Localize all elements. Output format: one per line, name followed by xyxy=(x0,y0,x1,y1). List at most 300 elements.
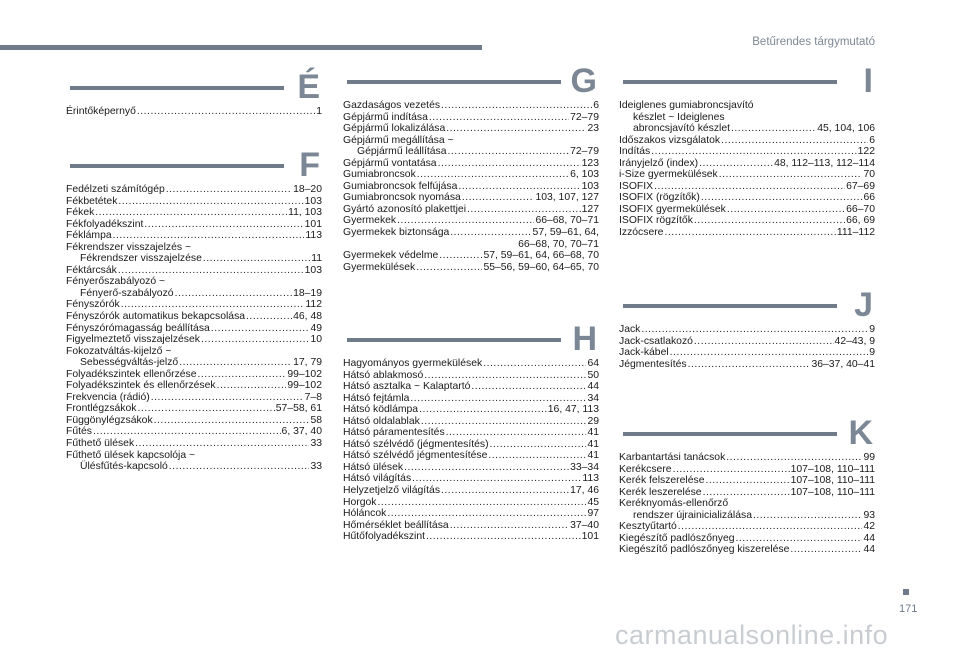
entry-pages: 99 xyxy=(863,452,875,463)
entry-label: Fékek xyxy=(66,207,95,219)
entry-label: Jack-csatlakozó xyxy=(619,335,693,347)
entry-label: Fényerőszabályozó ~ xyxy=(66,276,166,288)
index-entry xyxy=(66,415,322,427)
index-entry xyxy=(66,196,322,208)
entry-label: Gépjármű leállítása xyxy=(357,146,447,158)
index-entry xyxy=(619,146,875,158)
dot-leader xyxy=(438,158,581,170)
index-entry xyxy=(66,403,322,415)
entry-label: Féktárcsák xyxy=(66,264,117,276)
entry-label: Hátsó ülések xyxy=(343,461,404,473)
entry-label: Hátsó fejtámla xyxy=(343,392,410,404)
index-entry xyxy=(619,544,875,556)
index-entry xyxy=(66,276,322,288)
section-rule xyxy=(623,304,837,308)
dot-leader xyxy=(448,146,570,158)
entry-pages: 113 xyxy=(582,473,599,485)
dot-leader xyxy=(678,521,863,533)
dot-leader xyxy=(246,311,292,323)
dot-leader xyxy=(166,184,292,196)
index-entry xyxy=(66,334,322,346)
index-entry xyxy=(66,106,322,118)
dot-leader xyxy=(462,192,535,204)
dot-leader xyxy=(137,403,274,415)
index-entry xyxy=(619,158,875,170)
entry-pages: 10 xyxy=(310,334,322,346)
entry-label: Hátsó asztalka ~ Kalaptartó xyxy=(343,381,471,393)
dot-leader xyxy=(175,288,293,300)
dot-leader xyxy=(721,135,868,147)
entry-label: ISOFIX rögzítők xyxy=(619,215,693,227)
entry-label: Hűtőfolyadékszint xyxy=(343,531,426,543)
index-entry xyxy=(619,359,875,371)
entry-label: Ideiglenes gumiabroncsjavító xyxy=(619,100,754,111)
entry-label: Jack-kábel xyxy=(619,347,669,359)
entry-pages: 36–37, 40–41 xyxy=(811,358,875,370)
entry-label: Folyadékszintek ellenőrzése xyxy=(66,368,197,380)
entry-pages: 101 xyxy=(304,218,322,230)
entry-label: Hátsó világítás xyxy=(343,473,412,485)
index-entry xyxy=(66,253,322,265)
dot-leader xyxy=(664,227,835,239)
index-entry xyxy=(66,438,322,450)
entry-pages: 72–79 xyxy=(570,146,599,158)
entry-label: Gépjármű vontatása xyxy=(343,157,437,169)
entry-pages: 64 xyxy=(587,358,599,369)
dot-leader xyxy=(144,219,303,231)
section-header xyxy=(343,62,599,100)
entry-pages: 6 xyxy=(869,134,875,146)
section-rule xyxy=(347,338,561,342)
index-entry xyxy=(66,265,322,277)
entry-pages: 1 xyxy=(316,106,322,117)
dot-leader xyxy=(93,426,281,438)
entry-label: Féklámpa xyxy=(66,230,112,242)
entry-pages: 33 xyxy=(310,461,322,473)
entry-pages: 99–102 xyxy=(287,368,322,380)
entry-label: Hátsó oldalablak xyxy=(343,415,420,427)
entry-pages: 107–108, 110–111 xyxy=(790,463,875,475)
entry-pages: 70 xyxy=(863,169,875,181)
section-letter: H xyxy=(572,320,597,358)
entry-pages: 49 xyxy=(310,322,322,334)
entry-label: Függönylégzsákok xyxy=(66,414,153,426)
entry-list xyxy=(619,324,875,370)
entry-label: Gumiabroncsok xyxy=(343,169,416,181)
entry-list xyxy=(343,100,599,273)
dot-leader xyxy=(446,427,587,439)
dot-leader xyxy=(135,438,309,450)
entry-pages: 44 xyxy=(863,532,875,544)
index-entry xyxy=(619,498,875,510)
entry-label: Gépjármű indítása xyxy=(343,111,428,123)
watermark: carmanualsonline.info xyxy=(615,620,889,650)
entry-label: Hátsó ködlámpa xyxy=(343,404,419,416)
entry-label: Fényszórók automatikus bekapcsolása xyxy=(66,311,246,323)
index-entry xyxy=(619,135,875,147)
entry-label: Fényszórók xyxy=(66,299,120,311)
entry-label: Gépjármű lokalizálása xyxy=(343,123,446,135)
dot-leader xyxy=(670,347,869,359)
entry-label: i-Size gyermekülések xyxy=(619,169,718,181)
index-entry xyxy=(343,381,599,393)
index-entry xyxy=(343,497,599,509)
section-letter: I xyxy=(863,62,873,100)
entry-pages: 113 xyxy=(305,230,322,242)
entry-pages: 48, 112–113, 112–114 xyxy=(774,157,875,169)
section-letter: K xyxy=(848,414,873,452)
index-entry xyxy=(343,100,599,112)
index-entry xyxy=(343,520,599,532)
index-entry xyxy=(343,135,599,147)
entry-pages: 44 xyxy=(863,544,875,556)
entry-pages: 103 xyxy=(581,180,599,192)
section-rule xyxy=(70,164,284,168)
entry-label: Fékrendszer visszajelzés ~ xyxy=(66,241,192,253)
entry-label: Fedélzeti számítógép xyxy=(66,184,165,195)
entry-label: Horgok xyxy=(343,496,377,508)
entry-label: Hátsó páramentesítés xyxy=(343,427,445,439)
entry-pages: 9 xyxy=(869,324,875,335)
index-entry xyxy=(343,439,599,451)
entry-label: Kesztyűtartó xyxy=(619,521,677,533)
dot-leader xyxy=(753,510,862,522)
entry-pages: 107–108, 110–111 xyxy=(790,486,875,498)
dot-leader xyxy=(727,204,845,216)
index-entry xyxy=(66,242,322,254)
entry-pages: 18–19 xyxy=(293,287,322,299)
index-entry xyxy=(66,311,322,323)
entry-list xyxy=(66,184,322,473)
index-entry xyxy=(343,404,599,416)
section-header xyxy=(343,320,599,358)
header-bar xyxy=(0,45,482,50)
index-entry xyxy=(619,464,875,476)
dot-leader xyxy=(719,169,863,181)
entry-pages: 33–34 xyxy=(570,461,599,473)
entry-pages: 66, 69 xyxy=(846,215,875,227)
index-entry xyxy=(66,461,322,473)
index-entry xyxy=(619,181,875,193)
entry-label: Gyártó azonosító plakettjei xyxy=(343,203,467,215)
index-entry xyxy=(343,485,599,497)
index-entry xyxy=(619,533,875,545)
index-entry xyxy=(343,531,599,543)
entry-label: Frontlégzsákok xyxy=(66,403,137,415)
entry-pages: 103 xyxy=(304,264,322,276)
entry-pages: 72–79 xyxy=(570,111,599,123)
section-rule xyxy=(623,80,837,84)
section-header xyxy=(619,414,875,452)
section-rule xyxy=(347,80,561,84)
dot-leader xyxy=(211,323,310,335)
entry-pages: 33 xyxy=(310,438,322,450)
section-letter: G xyxy=(570,62,597,100)
entry-pages: 97 xyxy=(587,508,599,520)
entry-pages: 23 xyxy=(587,123,599,135)
entry-pages: 122 xyxy=(857,146,875,158)
entry-pages: 18–20 xyxy=(293,184,322,195)
entry-pages: 67–69 xyxy=(846,180,875,192)
dot-leader xyxy=(651,146,856,158)
index-entry xyxy=(66,369,322,381)
entry-label: Időszakos vizsgálatok xyxy=(619,134,721,146)
index-entry xyxy=(66,207,322,219)
entry-pages: 57–58, 61 xyxy=(275,403,322,415)
entry-pages: 6, 103 xyxy=(570,169,599,181)
dot-leader xyxy=(688,359,811,371)
entry-label: Sebességváltás-jelző xyxy=(80,357,179,369)
dot-leader xyxy=(726,452,862,464)
section-letter: É xyxy=(297,68,320,106)
index-entry xyxy=(343,123,599,135)
entry-pages: 50 xyxy=(587,369,599,381)
entry-label: Fűthető ülések xyxy=(66,438,135,450)
index-entry xyxy=(66,426,322,438)
entry-pages: 44 xyxy=(587,381,599,393)
index-entry xyxy=(619,347,875,359)
dot-leader xyxy=(673,464,790,476)
entry-label: Hátsó szélvédő (jégmentesítés) xyxy=(343,438,489,450)
entry-label: abroncsjavító készlet xyxy=(633,123,731,135)
index-entry xyxy=(619,475,875,487)
index-entry xyxy=(343,416,599,428)
dot-leader xyxy=(201,334,309,346)
section-header xyxy=(66,68,322,106)
dot-leader xyxy=(483,358,586,370)
entry-pages: 29 xyxy=(587,415,599,427)
section-header xyxy=(619,62,875,100)
section-e xyxy=(66,68,322,118)
entry-label: Ülésfűtés-kapcsoló xyxy=(80,461,168,473)
entry-label: Gazdaságos vezetés xyxy=(343,100,441,111)
dot-leader xyxy=(151,392,304,404)
entry-pages: 16, 47, 113 xyxy=(547,404,599,416)
dot-leader xyxy=(426,531,581,543)
dot-leader xyxy=(654,181,845,193)
entry-pages: 123 xyxy=(581,157,599,169)
dot-leader xyxy=(121,299,305,311)
entry-pages: 41 xyxy=(587,450,599,462)
entry-label: Irányjelző (index) xyxy=(619,157,699,169)
index-entry xyxy=(619,452,875,464)
dot-leader xyxy=(378,497,587,509)
dot-leader xyxy=(694,215,845,227)
entry-label: Indítás xyxy=(619,146,651,158)
entry-label: ISOFIX (rögzítők) xyxy=(619,192,700,204)
index-entry xyxy=(619,112,875,124)
index-entry xyxy=(619,336,875,348)
entry-pages: 57, 59–61, 64, xyxy=(532,227,599,239)
entry-pages: 66–70 xyxy=(846,203,875,215)
entry-label: Fékfolyadékszint xyxy=(66,218,144,230)
section-header xyxy=(619,286,875,324)
index-entry xyxy=(343,473,599,485)
index-entry xyxy=(619,123,875,135)
entry-pages: 6, 37, 40 xyxy=(281,426,322,438)
entry-pages: 99–102 xyxy=(287,380,322,392)
index-entry xyxy=(66,323,322,335)
dot-leader xyxy=(387,508,586,520)
entry-label: Érintőképernyő xyxy=(66,106,136,117)
entry-label: Helyzetjelző világítás xyxy=(343,485,441,497)
index-entry xyxy=(619,169,875,181)
dot-leader xyxy=(424,370,586,382)
entry-label: ISOFIX xyxy=(619,180,654,192)
dot-leader xyxy=(410,393,586,405)
dot-leader xyxy=(467,204,581,216)
dot-leader xyxy=(699,158,773,170)
section-rule xyxy=(623,432,837,436)
dot-leader xyxy=(137,106,315,118)
index-entry xyxy=(66,230,322,242)
dot-leader xyxy=(471,381,586,393)
dot-leader xyxy=(446,123,586,135)
index-entry xyxy=(66,288,322,300)
entry-pages: 107–108, 110–111 xyxy=(790,475,875,487)
dot-leader xyxy=(113,230,305,242)
index-entry xyxy=(619,521,875,533)
dot-leader xyxy=(217,380,287,392)
entry-pages: 11, 103 xyxy=(288,207,322,219)
entry-pages: 11 xyxy=(311,253,322,265)
entry-label: Kerék leszerelése xyxy=(619,486,702,498)
dot-leader xyxy=(154,415,310,427)
entry-pages: 112 xyxy=(305,299,322,311)
index-entry xyxy=(66,184,322,196)
index-entry xyxy=(343,146,599,158)
entry-pages: 7–8 xyxy=(304,391,322,403)
dot-leader xyxy=(790,544,862,556)
entry-label: Fényszórómagasság beállítása xyxy=(66,322,210,334)
entry-pages: 127 xyxy=(581,203,599,215)
index-entry xyxy=(343,250,599,262)
entry-pages: 41 xyxy=(587,438,599,450)
entry-label: Figyelmeztető visszajelzések xyxy=(66,334,200,346)
dot-leader xyxy=(419,404,547,416)
index-entry xyxy=(343,215,599,227)
entry-pages: 66–68, 70, 70–71 xyxy=(518,238,599,250)
index-entry xyxy=(343,158,599,170)
dot-leader xyxy=(198,369,287,381)
section-k xyxy=(619,414,875,556)
index-entry xyxy=(66,346,322,358)
entry-pages: 111–112 xyxy=(836,227,875,239)
dot-leader xyxy=(450,227,531,239)
dot-leader xyxy=(731,123,816,135)
dot-leader xyxy=(701,192,863,204)
entry-label: Fűthető ülések kapcsolója ~ xyxy=(66,449,196,461)
index-entry xyxy=(343,393,599,405)
entry-label: Hóláncok xyxy=(343,508,387,520)
entry-label: készlet ~ Ideiglenes xyxy=(633,111,725,123)
entry-pages: 46, 48 xyxy=(293,311,322,323)
index-entry xyxy=(66,450,322,462)
dot-leader xyxy=(421,416,587,428)
entry-pages: 101 xyxy=(581,531,599,543)
index-entry xyxy=(343,450,599,462)
entry-label: Folyadékszintek és ellenőrzések xyxy=(66,380,216,392)
index-entry xyxy=(343,427,599,439)
entry-label: ISOFIX gyermekülések xyxy=(619,203,726,215)
dot-leader xyxy=(118,196,303,208)
entry-label: Kiegészítő padlószőnyeg xyxy=(619,532,735,544)
entry-pages: 57, 59–61, 64, 66–68, 70 xyxy=(483,250,599,262)
entry-label: Izzócsere xyxy=(619,227,664,239)
entry-label: Gyermekek xyxy=(343,215,397,227)
entry-label: Jégmentesítés xyxy=(619,358,687,370)
entry-label: Gumiabroncsok nyomása xyxy=(343,192,461,204)
index-entry xyxy=(343,169,599,181)
section-i xyxy=(619,62,875,239)
entry-list xyxy=(66,106,322,118)
dot-leader xyxy=(441,485,569,497)
section-rule xyxy=(70,86,284,90)
index-entry xyxy=(66,357,322,369)
entry-label: Keréknyomás-ellenőrző xyxy=(619,498,729,510)
index-entry xyxy=(343,262,599,274)
entry-label: Jack xyxy=(619,324,641,335)
index-entry xyxy=(619,192,875,204)
index-entry xyxy=(66,392,322,404)
entry-label: Kiegészítő padlószőnyeg kiszerelése xyxy=(619,544,790,556)
entry-label: Karbantartási tanácsok xyxy=(619,452,726,463)
entry-pages: 17, 46 xyxy=(570,485,599,497)
entry-pages: 17, 79 xyxy=(293,357,322,369)
index-entry xyxy=(343,204,599,216)
dot-leader xyxy=(703,487,790,499)
dot-leader xyxy=(404,462,569,474)
index-entry xyxy=(343,508,599,520)
section-j xyxy=(619,286,875,370)
index-entry xyxy=(343,462,599,474)
entry-pages: 41 xyxy=(587,427,599,439)
entry-label: Gumiabroncsok felfújása xyxy=(343,180,458,192)
dot-leader xyxy=(705,475,789,487)
index-entry xyxy=(343,192,599,204)
section-f xyxy=(66,146,322,473)
section-g xyxy=(343,62,599,273)
section-h xyxy=(343,320,599,543)
entry-label: Gyermekülések xyxy=(343,261,416,273)
dot-leader xyxy=(736,533,863,545)
entry-pages: 58 xyxy=(310,414,322,426)
index-entry xyxy=(66,219,322,231)
section-letter: F xyxy=(299,146,320,184)
entry-pages: 34 xyxy=(587,392,599,404)
index-entry xyxy=(619,324,875,336)
dot-leader xyxy=(416,262,482,274)
entry-pages: 93 xyxy=(863,509,875,521)
dot-leader xyxy=(458,181,580,193)
index-entry xyxy=(619,227,875,239)
entry-list xyxy=(619,100,875,239)
index-entry xyxy=(343,358,599,370)
entry-label: Hátsó szélvédő jégmentesítése xyxy=(343,450,488,462)
entry-label: Gyermekek biztonsága xyxy=(343,227,450,239)
index-entry xyxy=(343,370,599,382)
index-entry xyxy=(619,215,875,227)
index-entry xyxy=(619,100,875,112)
dot-leader xyxy=(95,207,287,219)
entry-label: Hátsó ablakmosó xyxy=(343,369,424,381)
entry-list xyxy=(343,358,599,543)
entry-pages: 42 xyxy=(863,521,875,533)
entry-label: Fékrendszer visszajelzése xyxy=(80,253,202,265)
dot-leader xyxy=(179,357,292,369)
entry-label: Frekvencia (rádió) xyxy=(66,391,150,403)
dot-leader xyxy=(412,473,581,485)
